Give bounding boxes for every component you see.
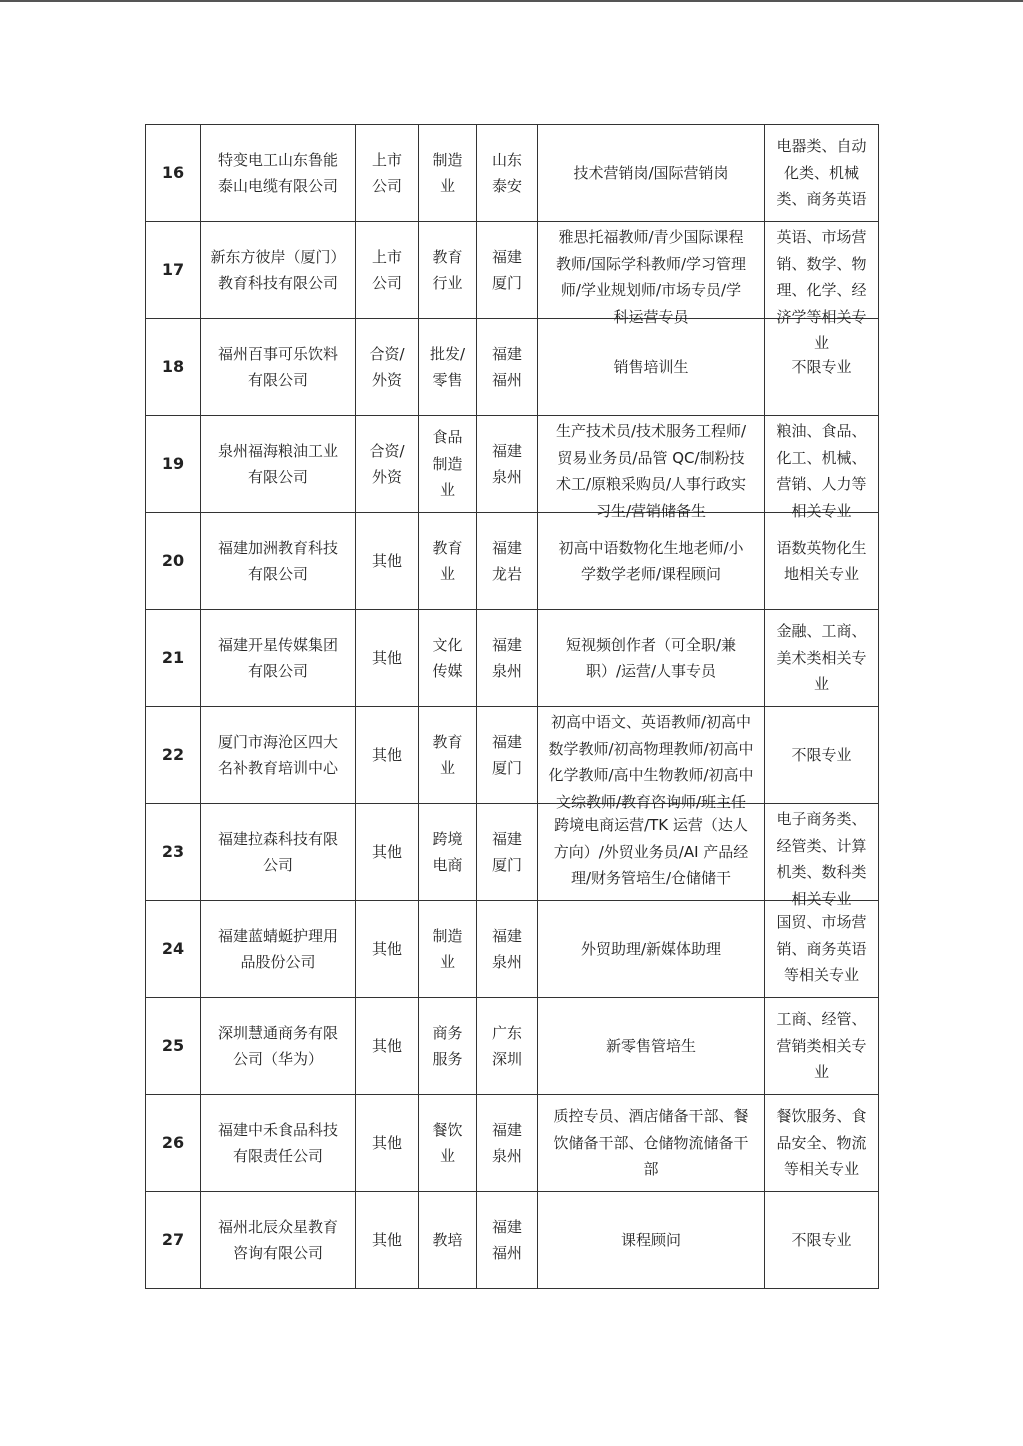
company-cell: [201, 804, 356, 901]
row-number: 20: [161, 550, 185, 570]
table-row: [146, 707, 879, 804]
majors-cell: [765, 125, 879, 222]
location: 福建龙岩: [492, 538, 523, 583]
positions: 初高中语文、英语教师/初高中数学教师/初高物理教师/初高中化学教师/高中生物教师/初高中文综教师/教育咨询师/班主任: [548, 713, 754, 811]
industry: 制造业: [432, 150, 463, 195]
location-cell: [477, 1095, 538, 1192]
company-nature: 其他: [371, 1133, 402, 1152]
nature-cell: [356, 804, 419, 901]
table-row: [146, 513, 879, 610]
majors: 语数英物化生地相关专业: [776, 538, 867, 583]
industry: 制造业: [432, 926, 463, 971]
row-number-cell: [146, 513, 201, 610]
positions-cell: [538, 319, 765, 416]
positions-cell: [538, 998, 765, 1095]
company-name: 福州百事可乐饮料有限公司: [218, 344, 339, 389]
positions-cell: [538, 1192, 765, 1289]
industry-cell: [419, 901, 477, 998]
majors: 电器类、自动化类、机械类、商务英语: [776, 137, 867, 209]
table-row: [146, 416, 879, 513]
majors: 电子商务类、经管类、计算机类、数科类相关专业: [776, 810, 867, 908]
majors: 不限专业: [791, 1230, 852, 1249]
majors-cell: [765, 513, 879, 610]
company-cell: [201, 222, 356, 319]
company-name: 福建中禾食品科技有限责任公司: [218, 1120, 339, 1165]
majors-cell: [765, 998, 879, 1095]
location-cell: [477, 998, 538, 1095]
industry-cell: [419, 222, 477, 319]
company-name: 福建加洲教育科技有限公司: [218, 538, 339, 583]
industry-cell: [419, 125, 477, 222]
table-row: [146, 610, 879, 707]
row-number-cell: [146, 125, 201, 222]
industry: 商务服务: [432, 1023, 463, 1068]
positions: 雅思托福教师/青少国际课程教师/国际学科教师/学习管理师/学业规划师/市场专员/学科运营专员: [555, 228, 747, 326]
table-row: [146, 998, 879, 1095]
positions: 销售培训生: [613, 357, 689, 376]
row-number-cell: [146, 707, 201, 804]
row-number: 16: [161, 162, 185, 182]
industry: 食品制造业: [432, 428, 463, 500]
industry-cell: [419, 319, 477, 416]
company-nature: 其他: [371, 1036, 402, 1055]
majors-cell: [765, 222, 879, 352]
company-nature: 其他: [371, 1230, 402, 1249]
row-number: 18: [161, 356, 185, 376]
row-number: 17: [161, 259, 185, 279]
industry: 批发/零售: [429, 344, 466, 389]
company-name: 厦门市海沧区四大名补教育培训中心: [218, 732, 339, 777]
page-top-edge: [0, 0, 1023, 2]
table-row: [146, 125, 879, 222]
recruitment-table-body: [146, 125, 879, 1289]
industry-cell: [419, 707, 477, 804]
positions-cell: [538, 707, 765, 811]
location: 福建泉州: [492, 926, 523, 971]
company-nature: 其他: [371, 648, 402, 667]
company-cell: [201, 1095, 356, 1192]
location: 福建福州: [492, 344, 523, 389]
location: 福建泉州: [492, 635, 523, 680]
row-number-cell: [146, 1095, 201, 1192]
industry: 跨境电商: [432, 829, 463, 874]
nature-cell: [356, 1192, 419, 1289]
industry-cell: [419, 416, 477, 513]
location-cell: [477, 416, 538, 513]
industry-cell: [419, 998, 477, 1095]
company-nature: 上市公司: [372, 247, 403, 292]
majors: 国贸、市场营销、商务英语等相关专业: [776, 913, 867, 985]
row-number-cell: [146, 804, 201, 901]
company-name: 深圳慧通商务有限公司（华为）: [218, 1023, 339, 1068]
company-name: 特变电工山东鲁能泰山电缆有限公司: [218, 150, 339, 195]
positions-cell: [538, 610, 765, 707]
company-cell: [201, 901, 356, 998]
location: 福建泉州: [492, 441, 523, 486]
majors-cell: [765, 610, 879, 707]
positions-cell: [538, 416, 765, 520]
company-nature: 其他: [371, 842, 402, 861]
positions: 跨境电商运营/TK 运营（达人方向）/外贸业务员/AI 产品经理/财务管培生/仓储储干: [553, 816, 749, 888]
row-number-cell: [146, 222, 201, 319]
industry: 教育业: [432, 732, 463, 777]
row-number-cell: [146, 610, 201, 707]
company-name: 新东方彼岸（厦门）教育科技有限公司: [210, 247, 346, 292]
location-cell: [477, 901, 538, 998]
nature-cell: [356, 125, 419, 222]
location-cell: [477, 125, 538, 222]
majors: 不限专业: [791, 357, 852, 376]
table-row: [146, 1192, 879, 1289]
company-name: 福州北辰众星教育咨询有限公司: [218, 1217, 339, 1262]
company-cell: [201, 1192, 356, 1289]
location: 福建泉州: [492, 1120, 523, 1165]
positions-cell: [538, 125, 765, 222]
company-nature: 其他: [371, 551, 402, 570]
company-cell: [201, 513, 356, 610]
location: 福建厦门: [492, 829, 523, 874]
company-name: 泉州福海粮油工业有限公司: [218, 441, 339, 486]
table-row: [146, 901, 879, 998]
positions: 课程顾问: [620, 1230, 681, 1249]
company-cell: [201, 610, 356, 707]
industry: 文化传媒: [432, 635, 463, 680]
location-cell: [477, 610, 538, 707]
industry-cell: [419, 1192, 477, 1289]
positions-cell: [538, 804, 765, 901]
industry-cell: [419, 610, 477, 707]
row-number-cell: [146, 998, 201, 1095]
nature-cell: [356, 416, 419, 513]
positions-cell: [538, 1095, 765, 1192]
industry-cell: [419, 513, 477, 610]
industry-cell: [419, 1095, 477, 1192]
location-cell: [477, 1192, 538, 1289]
row-number: 23: [161, 841, 185, 861]
company-cell: [201, 125, 356, 222]
industry: 教培: [432, 1230, 463, 1249]
majors-cell: [765, 1192, 879, 1289]
positions: 质控专员、酒店储备干部、餐饮储备干部、仓储物流储备干部: [553, 1107, 749, 1179]
industry-cell: [419, 804, 477, 901]
row-number: 25: [161, 1035, 185, 1055]
row-number: 22: [161, 744, 185, 764]
positions-cell: [538, 901, 765, 998]
nature-cell: [356, 998, 419, 1095]
company-cell: [201, 998, 356, 1095]
company-cell: [201, 707, 356, 804]
majors: 不限专业: [791, 745, 852, 764]
industry: 教育业: [432, 538, 463, 583]
majors-cell: [765, 901, 879, 998]
majors-cell: [765, 707, 879, 804]
location-cell: [477, 319, 538, 416]
company-name: 福建开星传媒集团有限公司: [218, 635, 339, 680]
nature-cell: [356, 707, 419, 804]
location-cell: [477, 513, 538, 610]
positions: 短视频创作者（可全职/兼职）/运营/人事专员: [565, 635, 737, 680]
majors: 餐饮服务、食品安全、物流等相关专业: [776, 1107, 867, 1179]
row-number: 21: [161, 647, 185, 667]
location: 福建厦门: [492, 247, 523, 292]
row-number: 26: [161, 1132, 185, 1152]
location: 山东泰安: [492, 150, 523, 195]
positions: 技术营销岗/国际营销岗: [573, 163, 729, 182]
nature-cell: [356, 319, 419, 416]
location-cell: [477, 707, 538, 804]
nature-cell: [356, 222, 419, 319]
positions: 生产技术员/技术服务工程师/贸易业务员/品管 QC/制粉技术工/原粮采购员/人事行政实习生/营销储备生: [555, 422, 747, 520]
company-cell: [201, 319, 356, 416]
company-name: 福建蓝蜻蜓护理用品股份公司: [218, 926, 339, 971]
location-cell: [477, 804, 538, 901]
row-number-cell: [146, 1192, 201, 1289]
table-row: [146, 319, 879, 416]
industry: 教育行业: [432, 247, 463, 292]
industry: 餐饮业: [432, 1120, 463, 1165]
majors: 粮油、食品、化工、机械、营销、人力等相关专业: [776, 422, 867, 520]
positions: 外贸助理/新媒体助理: [580, 939, 722, 958]
majors: 金融、工商、美术类相关专业: [776, 622, 867, 694]
positions: 新零售管培生: [605, 1036, 696, 1055]
company-name: 福建拉森科技有限公司: [218, 829, 339, 874]
positions-cell: [538, 222, 765, 326]
table-row: [146, 222, 879, 319]
positions: 初高中语数物化生地老师/小学数学老师/课程顾问: [558, 538, 744, 583]
company-nature: 合资/外资: [369, 344, 405, 389]
nature-cell: [356, 901, 419, 998]
table-row: [146, 1095, 879, 1192]
nature-cell: [356, 1095, 419, 1192]
row-number: 27: [161, 1229, 185, 1249]
location: 福建厦门: [492, 732, 523, 777]
row-number-cell: [146, 901, 201, 998]
table-row: [146, 804, 879, 901]
majors-cell: [765, 1095, 879, 1192]
company-nature: 其他: [371, 745, 402, 764]
nature-cell: [356, 513, 419, 610]
recruitment-table: [145, 124, 879, 1289]
company-cell: [201, 416, 356, 513]
company-nature: 上市公司: [372, 150, 403, 195]
majors: 工商、经管、营销类相关专业: [776, 1010, 867, 1082]
row-number-cell: [146, 416, 201, 513]
location: 广东深圳: [492, 1023, 523, 1068]
nature-cell: [356, 610, 419, 707]
majors-cell: [765, 416, 879, 520]
location: 福建福州: [492, 1217, 523, 1262]
row-number: 24: [161, 938, 185, 958]
majors-cell: [765, 804, 879, 908]
row-number: 19: [161, 453, 185, 473]
company-nature: 合资/外资: [369, 441, 405, 486]
row-number-cell: [146, 319, 201, 416]
positions-cell: [538, 513, 765, 610]
location-cell: [477, 222, 538, 319]
company-nature: 其他: [371, 939, 402, 958]
majors: 英语、市场营销、数学、物理、化学、经济学等相关专业: [776, 228, 867, 352]
